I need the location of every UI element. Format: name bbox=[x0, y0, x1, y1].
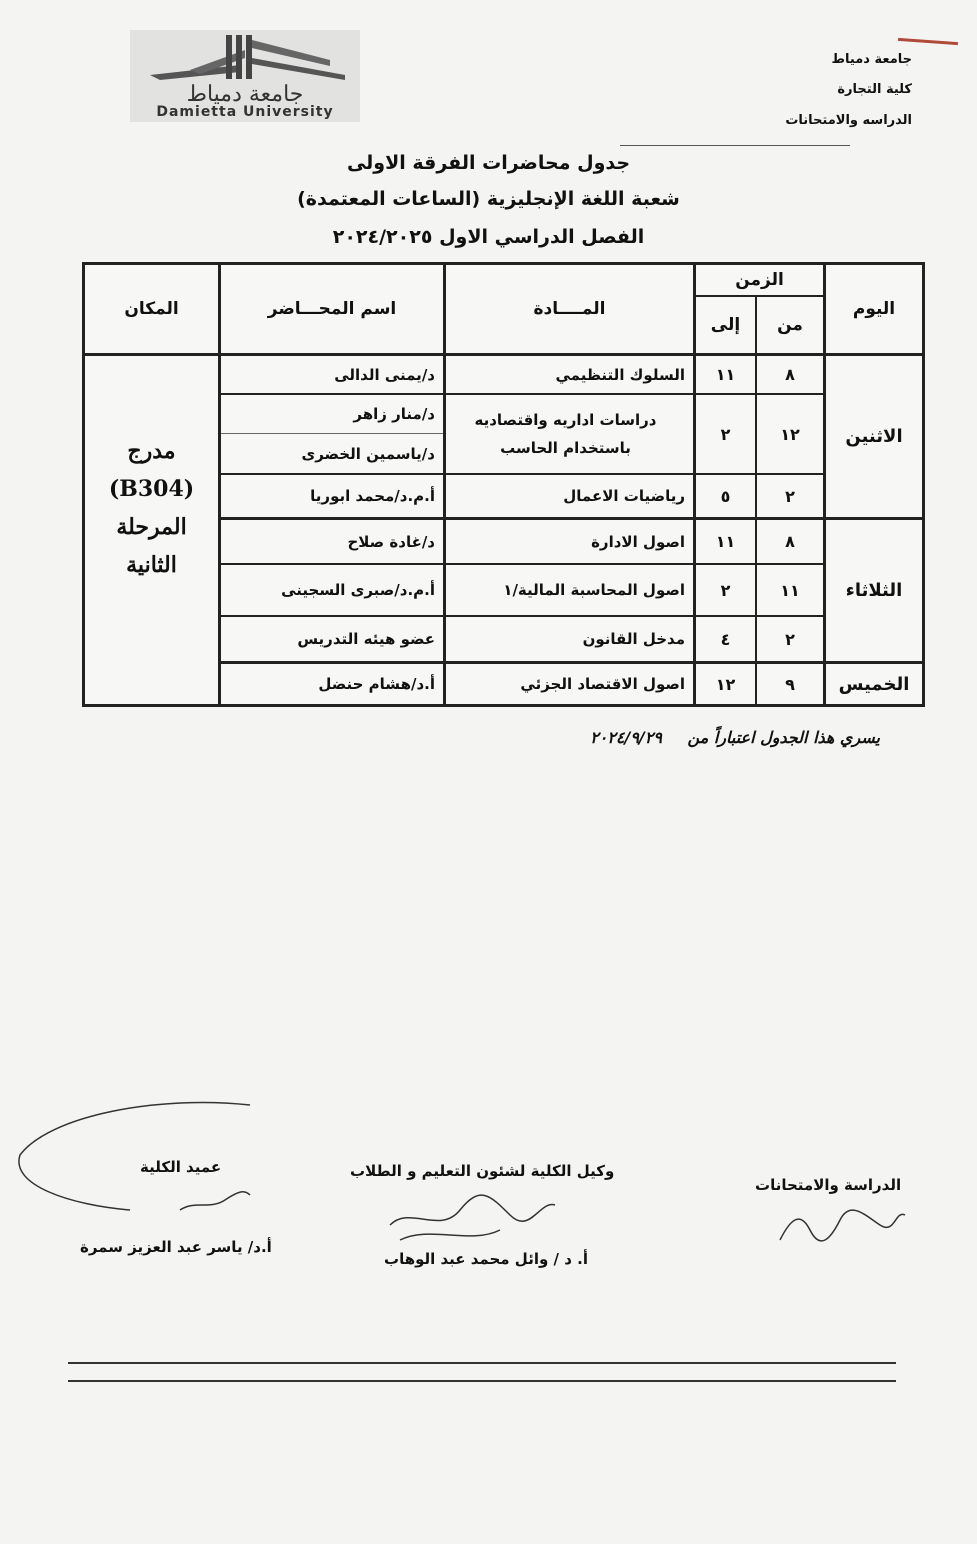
vice-dean-title: وكيل الكلية لشئون التعليم و الطلاب bbox=[350, 1162, 615, 1180]
dean-title: عميد الكلية bbox=[140, 1158, 222, 1176]
logo-arabic-text: جامعة دمياط bbox=[186, 82, 304, 107]
dean-name: أ.د/ ياسر عبد العزيز سمرة bbox=[80, 1238, 272, 1256]
time-from: ٨ bbox=[785, 532, 795, 551]
time-to: ١٢ bbox=[715, 674, 736, 694]
header-divider bbox=[620, 145, 850, 146]
schedule-title: جدول محاضرات الفرقة الاولى bbox=[346, 152, 631, 174]
effective-date-note bbox=[430, 728, 880, 747]
lecturer-name: د/ياسمين الخضرى bbox=[301, 444, 435, 463]
time-to: ١١ bbox=[715, 365, 736, 384]
time-to: ٤ bbox=[720, 629, 731, 649]
subject-name: اصول المحاسبة المالية/١ bbox=[503, 581, 685, 599]
semester-title: الفصل الدراسي الاول ٢٠٢٤/٢٠٢٥ bbox=[332, 226, 645, 248]
subject-name: السلوك التنظيمي bbox=[555, 365, 685, 384]
time-to: ٢ bbox=[720, 424, 731, 444]
place-cell bbox=[85, 356, 218, 704]
lecturer-name: عضو هيئه التدريس bbox=[297, 630, 435, 648]
header-department: الدراسه والامتحانات bbox=[785, 113, 912, 128]
place-hall: مدرج bbox=[127, 438, 176, 464]
time-from: ٨ bbox=[785, 365, 795, 384]
exams-dept-title: الدراسة والامتحانات bbox=[755, 1176, 902, 1194]
time-from: ٢ bbox=[785, 486, 795, 506]
time-to: ١١ bbox=[715, 532, 736, 551]
note-date: ٢٠٢٤/٩/٢٩ bbox=[590, 728, 662, 747]
lecturer-name: أ.م.د/محمد ابوريا bbox=[310, 487, 435, 505]
lecturer-name: د/منار زاهر bbox=[353, 405, 435, 423]
time-to: ٥ bbox=[720, 486, 731, 506]
lecturer-name: أ.م.د/صبرى السجينى bbox=[281, 581, 435, 599]
time-from: ١١ bbox=[780, 580, 800, 600]
vice-dean-signature bbox=[380, 1185, 560, 1255]
day-monday: الاثنين bbox=[845, 426, 903, 447]
schedule-table bbox=[82, 262, 925, 707]
subject-name: رياضيات الاعمال bbox=[563, 487, 685, 505]
header-day: اليوم bbox=[852, 299, 896, 319]
time-to: ٢ bbox=[720, 580, 731, 600]
lecturer-name: د/يمنى الدالى bbox=[334, 365, 435, 384]
place-stage: المرحلة bbox=[116, 514, 187, 540]
time-from: ١٢ bbox=[780, 424, 800, 444]
university-logo bbox=[130, 30, 360, 122]
place-second: الثانية bbox=[126, 552, 177, 578]
header-time: الزمن bbox=[735, 270, 784, 290]
time-from: ٢ bbox=[785, 629, 795, 649]
place-room: (B304) bbox=[108, 476, 195, 502]
day-thursday: الخميس bbox=[838, 673, 910, 695]
note-text: يسري هذا الجدول اعتباراً من bbox=[687, 728, 880, 747]
vice-dean-name: أ. د / وائل محمد عبد الوهاب bbox=[384, 1250, 588, 1268]
footer-divider bbox=[68, 1362, 896, 1364]
lecturer-name: د/غادة صلاح bbox=[347, 532, 435, 551]
subject-name: اصول الاقتصاد الجزئي bbox=[520, 675, 685, 693]
header-from: من bbox=[777, 315, 803, 335]
header-lecturer: اسم المحـــاضر bbox=[267, 299, 397, 319]
day-tuesday: الثلاثاء bbox=[845, 580, 903, 601]
header-faculty: كلية التجارة bbox=[837, 82, 912, 97]
subject-name: دراسات اداريه واقتصاديه باستخدام الحاسب bbox=[474, 411, 657, 457]
header-to: إلى bbox=[710, 315, 741, 335]
header-place: المكان bbox=[124, 299, 179, 319]
time-from: ٩ bbox=[785, 674, 795, 694]
lecturer-name: أ.د/هشام حنضل bbox=[318, 675, 435, 693]
dean-signature bbox=[10, 1095, 260, 1235]
header-subject: المــــادة bbox=[533, 299, 606, 319]
subject-name: مدخل القانون bbox=[582, 630, 685, 648]
exams-signature bbox=[770, 1200, 910, 1250]
pen-mark bbox=[898, 38, 958, 45]
logo-english-text: Damietta University bbox=[156, 104, 334, 120]
header-university: جامعة دمياط bbox=[831, 52, 912, 67]
subject-name: اصول الادارة bbox=[591, 532, 685, 551]
footer-divider bbox=[68, 1380, 896, 1382]
division-title: شعبة اللغة الإنجليزية (الساعات المعتمدة) bbox=[297, 188, 680, 210]
